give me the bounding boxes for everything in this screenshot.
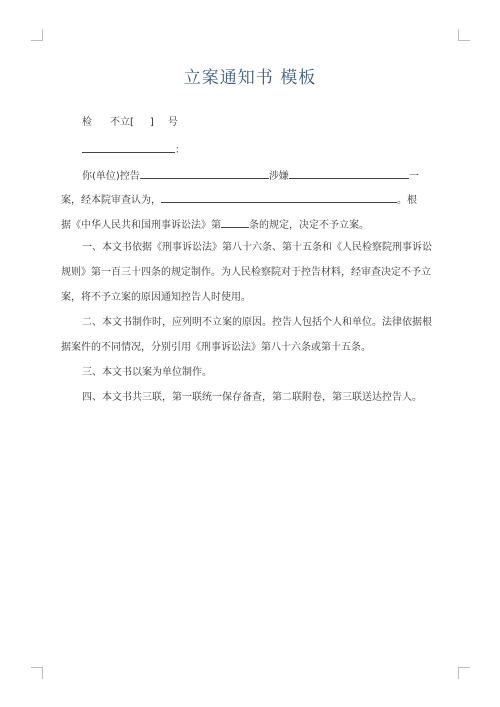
complainant-blank [140, 167, 269, 179]
doc-number-prefix: 检 [82, 117, 92, 128]
document-title: 立案通知书 模板 [183, 68, 317, 88]
doc-number-suffix: 号 [167, 117, 178, 128]
note-4-line-1: 四、本文书共三联，第一联统一保存备查，第二联附卷，第三联送达控告人。 [82, 392, 422, 403]
body-text: 。根 [397, 195, 417, 206]
body-text: 案，经本院审查认为， [61, 195, 161, 206]
note-3-line-1: 三、本文书以案为单位制作。 [82, 367, 212, 378]
document-number-line [82, 116, 178, 130]
note-2-line-2: 据案件的不同情况，分别引用《刑事诉讼法》第八十六条或第十五条。 [61, 342, 371, 353]
note-1-line-2: 规则》第一百三十四条的规定制作。为人民检察院对于控告材料，经审查决定不予立 [61, 267, 431, 278]
page-corner-mark-top-right [458, 29, 470, 41]
body-line-3 [61, 216, 369, 233]
doc-number-middle: 不立[ [110, 117, 134, 128]
review-reason-blank [161, 191, 397, 203]
body-text: 涉嫌 [268, 171, 289, 182]
body-text: 一 [408, 171, 419, 182]
body-line-2 [61, 191, 417, 208]
note-1-line-3: 案，将不予立案的原因通知控告人时使用。 [61, 292, 251, 303]
offense-blank [289, 167, 409, 179]
recipient-colon: ： [175, 145, 185, 156]
body-line-1 [82, 167, 419, 184]
recipient-line [82, 141, 185, 158]
note-2-line-1: 二、本文书制作时，应列明不立案的原因。控告人包括个人和单位。法律依据根 [82, 317, 432, 328]
body-text: 你(单位)控告 [82, 171, 140, 182]
body-text: 条的规定，决定不予立案。 [249, 220, 369, 231]
doc-number-bracket-close: ] [149, 117, 154, 128]
body-text: 据《中华人民共和国刑事诉讼法》第 [61, 220, 221, 231]
note-1-line-1: 一、本文书依据《刑事诉讼法》第八十六条、第十五条和《人民检察院刑事诉讼 [82, 242, 432, 253]
article-number-blank [221, 216, 249, 228]
page-corner-mark-bottom-right [458, 667, 470, 679]
page-corner-mark-top-left [31, 29, 43, 41]
page-corner-mark-bottom-left [31, 667, 43, 679]
recipient-blank [82, 141, 175, 153]
